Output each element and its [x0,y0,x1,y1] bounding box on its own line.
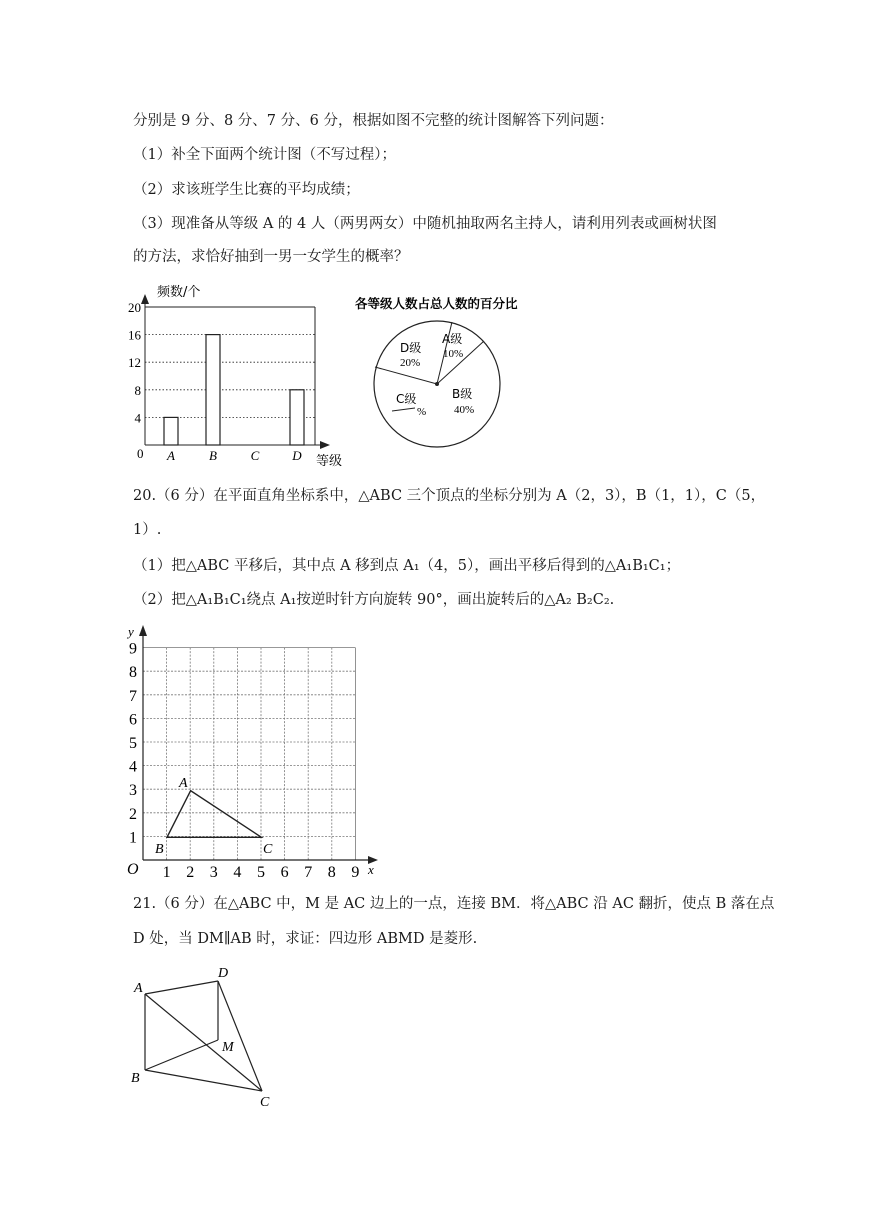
vertex-b-label: B [155,842,164,857]
pie-pct-a: 10% [443,348,464,360]
q21-line1: 21.（6 分）在△ABC 中，M 是 AC 边上的一点，连接 BM．将△ABC 沿 AC 翻折，使点 B 落在点 [133,896,775,912]
pie-center [435,382,439,386]
vertex-a-label: A [179,776,188,791]
segment-bm [145,1040,218,1070]
bar-d [290,390,304,445]
segment-ac [145,994,262,1091]
bar-chart [125,282,355,472]
bar-ylabel: 频数/个 [157,285,201,300]
grid-origin: O [127,861,139,878]
grid-ytick-label: 4 [129,758,137,776]
grid-xtick-label: 8 [327,864,336,881]
grid-ytick-label: 2 [129,805,137,823]
pie-label-b: B级 [452,387,473,401]
point-m-label: M [222,1040,234,1055]
segment-ad [145,981,218,994]
point-d-label: D [218,966,229,981]
grid-y-arrow [139,625,147,636]
grid-y-label: y [128,624,134,639]
q20-line1: 20.（6 分）在平面直角坐标系中，△ABC 三个顶点的坐标分别为 A（2，3），B（1，1），C（5， [133,488,766,504]
q19-intro: 分别是 9 分、8 分、7 分、6 分，根据如图不完整的统计图解答下列问题： [133,113,614,129]
pie-label-d: D级 [400,341,422,355]
q20-line2: 1）. [133,522,162,538]
bar-b [206,335,220,445]
grid-ytick-label: 8 [129,664,137,682]
q20-part1: （1）把△ABC 平移后，其中点 A 移到点 A₁（4，5），画出平移后得到的△A₁B₁C₁； [133,558,681,574]
bar-xlabel: 等级 [316,454,343,469]
pie-label-a: A级 [442,332,463,346]
grid-xtick-label: 7 [304,864,313,881]
grid-xtick-label: 3 [209,864,218,881]
pie-chart [350,286,550,462]
bar-xtick-label: C [250,448,260,463]
point-b-label: B [131,1071,140,1086]
grid-ytick-label: 3 [129,782,137,800]
pie-pct-c: % [417,406,427,418]
bar-ytick-label: 8 [134,382,141,398]
bar-ytick-label: 4 [134,410,141,426]
q19-part1: （1）补全下面两个统计图（不写过程）； [133,147,396,163]
bar-xtick-label: A [167,448,175,463]
grid-ytick-label: 1 [129,829,137,847]
grid-ytick-label: 5 [129,735,137,752]
grid-ytick-label: 6 [129,711,137,729]
pie-label-c: C级 [396,392,417,406]
bar-ytick-label: 20 [128,300,141,315]
bar-a [164,417,178,445]
grid-ytick-label: 9 [129,640,137,658]
bar-xtick-label: B [209,448,217,463]
grid-xtick-label: 9 [351,864,360,881]
segment-dc [218,981,262,1091]
vertex-c-label: C [263,842,273,857]
point-a-label: A [134,981,143,996]
pie-pct-d: 20% [400,357,421,369]
bar-ytick-label: 12 [128,355,141,371]
segment-bc [145,1070,262,1091]
bar-ytick-label: 16 [128,327,141,343]
point-c-label: C [260,1095,270,1110]
pie-pct-c-blank [392,408,415,411]
bar-origin: 0 [137,446,144,461]
q21-line2: D 处，当 DM∥AB 时，求证：四边形 ABMD 是菱形. [133,931,478,947]
q20-part2: （2）把△A₁B₁C₁绕点 A₁按逆时针方向旋转 90°，画出旋转后的△A₂ B₂C₂. [133,592,615,608]
grid-xtick-label: 6 [280,864,289,881]
bar-xtick-label: D [292,448,302,463]
grid-xtick-label: 1 [162,864,171,881]
q19-part3-line1: （3）现准备从等级 A 的 4 人（两男两女）中随机抽取两名主持人，请利用列表或画树状图 [133,216,717,232]
bar-x-arrow [320,441,330,449]
rhombus-figure [125,960,285,1110]
bar-y-arrow [141,294,149,304]
grid-ytick-label: 7 [129,687,137,705]
coordinate-grid [110,620,390,882]
pie-title: 各等级人数占总人数的百分比 [355,296,518,311]
grid-xtick-label: 5 [257,864,265,881]
q19-part2: （2）求该班学生比赛的平均成绩； [133,182,360,198]
q19-part3-line2: 的方法，求恰好抽到一男一女学生的概率？ [133,249,409,265]
pie-divider-cd [375,367,437,384]
grid-xtick-label: 4 [233,864,242,881]
grid-x-label: x [368,862,374,877]
grid-xtick-label: 2 [186,864,195,881]
pie-pct-b: 40% [454,404,475,416]
